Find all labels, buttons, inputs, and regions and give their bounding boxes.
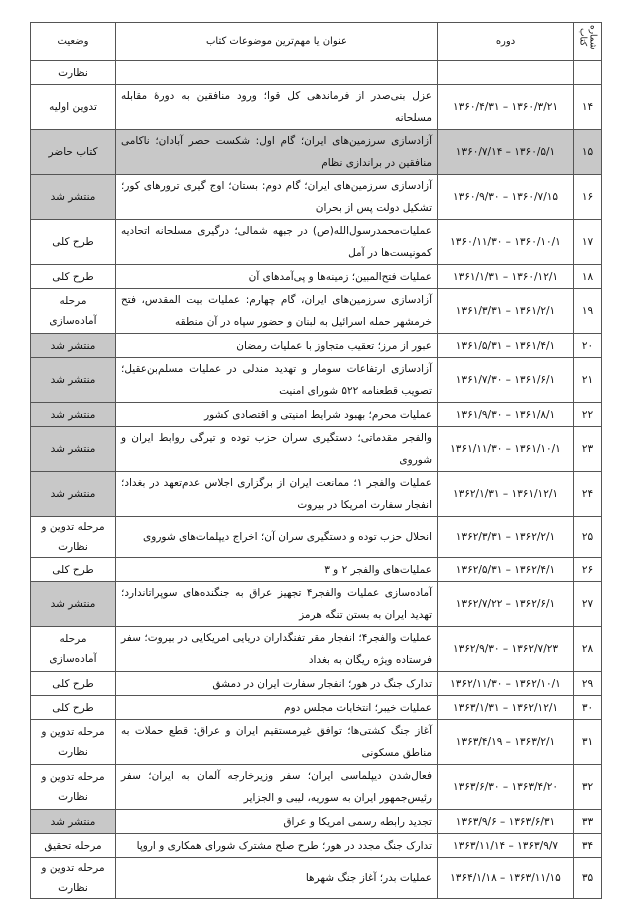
cell-period: ۱۳۶۳/۱۱/۱۴ – ۱۳۶۳/۹/۷ bbox=[438, 834, 574, 858]
cell-number: ۱۹ bbox=[574, 289, 602, 334]
table-row bbox=[31, 517, 602, 558]
cell-title: آزادسازی سرزمین‌های ایران؛ گام دوم: بستان؛ اوج گیری ترورهای کور؛ تشکیل دولت پس از بحران bbox=[116, 175, 438, 220]
cell-title: عملیات فتح‌المبین؛ زمینه‌ها و پی‌آمدهای آن bbox=[116, 265, 438, 289]
cell-title: عملیات محرم؛ بهبود شرایط امنیتی و اقتصادی کشور bbox=[116, 403, 438, 427]
cell-status: منتشر شد bbox=[31, 810, 116, 834]
cell-status: منتشر شد bbox=[31, 582, 116, 627]
table-row bbox=[31, 472, 602, 517]
cell-status: مرحله تدوین و نظارت bbox=[31, 720, 116, 765]
table-row bbox=[31, 358, 602, 403]
cell-status: مرحله آماده‌سازی bbox=[31, 289, 116, 334]
cell-status: طرح کلی bbox=[31, 672, 116, 696]
table-row bbox=[31, 582, 602, 627]
cell-number bbox=[574, 61, 602, 85]
cell-title: فعال‌شدن دیپلماسی ایران؛ سفر وزیرخارجه آلمان به ایران؛ سفر رئیس‌جمهور ایران به سوریه، لیبی و الجزایر bbox=[116, 765, 438, 810]
cell-number: ۲۹ bbox=[574, 672, 602, 696]
cell-status: منتشر شد bbox=[31, 472, 116, 517]
cell-period: ۱۳۶۲/۷/۲۲ – ۱۳۶۲/۶/۱ bbox=[438, 582, 574, 627]
cell-number: ۲۱ bbox=[574, 358, 602, 403]
table-row bbox=[31, 696, 602, 720]
cell-period: ۱۳۶۳/۴/۱۹ – ۱۳۶۳/۲/۱ bbox=[438, 720, 574, 765]
cell-number: ۳۴ bbox=[574, 834, 602, 858]
table-row bbox=[31, 834, 602, 858]
header-title: عنوان یا مهم‌ترین موضوعات کتاب bbox=[116, 23, 438, 61]
cell-title: عملیات والفجر ۱؛ ممانعت ایران از برگزاری اجلاس عدم‌تعهد در بغداد؛ انفجار سفارت امریکا در بیروت bbox=[116, 472, 438, 517]
cell-period: ۱۳۶۲/۳/۳۱ – ۱۳۶۲/۲/۱ bbox=[438, 517, 574, 558]
cell-number: ۳۰ bbox=[574, 696, 602, 720]
table-row bbox=[31, 810, 602, 834]
cell-title: عملیات والفجر۴؛ انفجار مقر تفنگداران دریایی امریکایی در بیروت؛ سفر فرستاده ویژه ریگان به بغداد bbox=[116, 627, 438, 672]
cell-status: طرح کلی bbox=[31, 558, 116, 582]
table-row bbox=[31, 334, 602, 358]
table-row bbox=[31, 427, 602, 472]
cell-title: تدارک جنگ مجدد در هور؛ طرح صلح مشترک شورای همکاری و اروپا bbox=[116, 834, 438, 858]
cell-title: عبور از مرز؛ تعقیب متجاوز با عملیات رمضان bbox=[116, 334, 438, 358]
cell-period: ۱۳۶۱/۵/۳۱ – ۱۳۶۱/۴/۱ bbox=[438, 334, 574, 358]
cell-title: تجدید رابطه رسمی امریکا و عراق bbox=[116, 810, 438, 834]
table-row bbox=[31, 765, 602, 810]
cell-period: ۱۳۶۲/۱۱/۳۰ – ۱۳۶۲/۱۰/۱ bbox=[438, 672, 574, 696]
cell-number: ۲۲ bbox=[574, 403, 602, 427]
cell-title: عملیات خیبر؛ انتخابات مجلس دوم bbox=[116, 696, 438, 720]
cell-status: منتشر شد bbox=[31, 358, 116, 403]
header-number-label: شماره کتاب bbox=[577, 24, 598, 50]
cell-status: منتشر شد bbox=[31, 175, 116, 220]
header-number bbox=[574, 23, 602, 61]
cell-status: منتشر شد bbox=[31, 334, 116, 358]
books-table bbox=[30, 22, 602, 899]
table-row bbox=[31, 289, 602, 334]
cell-period: ۱۳۶۱/۱۱/۳۰ – ۱۳۶۱/۱۰/۱ bbox=[438, 427, 574, 472]
cell-status: طرح کلی bbox=[31, 696, 116, 720]
cell-status: طرح کلی bbox=[31, 265, 116, 289]
cell-number: ۳۵ bbox=[574, 858, 602, 899]
cell-title: تدارک جنگ در هور؛ انفجار سفارت ایران در دمشق bbox=[116, 672, 438, 696]
table-row bbox=[31, 558, 602, 582]
cell-number: ۳۲ bbox=[574, 765, 602, 810]
cell-period: ۱۳۶۰/۹/۳۰ – ۱۳۶۰/۷/۱۵ bbox=[438, 175, 574, 220]
cell-period bbox=[438, 61, 574, 85]
cell-number: ۱۴ bbox=[574, 85, 602, 130]
header-status: وضعیت bbox=[31, 23, 116, 61]
cell-number: ۲۵ bbox=[574, 517, 602, 558]
cell-number: ۱۵ bbox=[574, 130, 602, 175]
continuation-row bbox=[31, 61, 602, 85]
cell-title: آماده‌سازی عملیات والفجر۴ تجهیز عراق به جنگنده‌های سوپراتاندارد؛ تهدید ایران به بستن تنگه هرمز bbox=[116, 582, 438, 627]
cell-status: مرحله آماده‌سازی bbox=[31, 627, 116, 672]
cell-title: عملیات بدر؛ آغاز جنگ شهرها bbox=[116, 858, 438, 899]
table-row bbox=[31, 672, 602, 696]
cell-title: عملیات‌های والفجر ۲ و ۳ bbox=[116, 558, 438, 582]
table-row bbox=[31, 720, 602, 765]
cell-title: انحلال حزب توده و دستگیری سران آن؛ اخراج دیپلمات‌های شوروی bbox=[116, 517, 438, 558]
cell-period: ۱۳۶۲/۱/۳۱ – ۱۳۶۱/۱۲/۱ bbox=[438, 472, 574, 517]
cell-period: ۱۳۶۳/۱/۳۱ – ۱۳۶۲/۱۲/۱ bbox=[438, 696, 574, 720]
cell-status: مرحله تحقیق bbox=[31, 834, 116, 858]
cell-status: نظارت bbox=[31, 61, 116, 85]
header-row bbox=[31, 23, 602, 61]
cell-title: آزادسازی سرزمین‌های ایران؛ گام اول: شکست حصر آبادان؛ ناکامی منافقین در براندازی نظام bbox=[116, 130, 438, 175]
table-row bbox=[31, 858, 602, 899]
cell-period: ۱۳۶۰/۷/۱۴ – ۱۳۶۰/۵/۱ bbox=[438, 130, 574, 175]
cell-title bbox=[116, 61, 438, 85]
cell-title: آزادسازی سرزمین‌های ایران، گام چهارم: عملیات بیت المقدس، فتح خرمشهر حمله اسرائیل به لبنان و حضور سپاه در آن منطقه bbox=[116, 289, 438, 334]
cell-status: منتشر شد bbox=[31, 427, 116, 472]
cell-period: ۱۳۶۰/۴/۳۱ – ۱۳۶۰/۳/۲۱ bbox=[438, 85, 574, 130]
cell-number: ۳۱ bbox=[574, 720, 602, 765]
cell-number: ۱۷ bbox=[574, 220, 602, 265]
cell-number: ۱۶ bbox=[574, 175, 602, 220]
cell-status: مرحله تدوین و نظارت bbox=[31, 517, 116, 558]
table-row bbox=[31, 265, 602, 289]
cell-number: ۲۰ bbox=[574, 334, 602, 358]
cell-number: ۳۳ bbox=[574, 810, 602, 834]
cell-period: ۱۳۶۲/۹/۳۰ – ۱۳۶۲/۷/۲۳ bbox=[438, 627, 574, 672]
cell-status: مرحله تدوین و نظارت bbox=[31, 858, 116, 899]
cell-period: ۱۳۶۱/۳/۳۱ – ۱۳۶۱/۲/۱ bbox=[438, 289, 574, 334]
cell-number: ۲۳ bbox=[574, 427, 602, 472]
table-row bbox=[31, 175, 602, 220]
cell-period: ۱۳۶۳/۹/۶ – ۱۳۶۳/۶/۳۱ bbox=[438, 810, 574, 834]
cell-number: ۲۸ bbox=[574, 627, 602, 672]
cell-status: منتشر شد bbox=[31, 403, 116, 427]
cell-period: ۱۳۶۱/۱/۳۱ – ۱۳۶۰/۱۲/۱ bbox=[438, 265, 574, 289]
table-row bbox=[31, 130, 602, 175]
cell-number: ۲۷ bbox=[574, 582, 602, 627]
cell-period: ۱۳۶۱/۹/۳۰ – ۱۳۶۱/۸/۱ bbox=[438, 403, 574, 427]
table-row bbox=[31, 85, 602, 130]
cell-period: ۱۳۶۴/۱/۱۸ – ۱۳۶۳/۱۱/۱۵ bbox=[438, 858, 574, 899]
cell-period: ۱۳۶۳/۶/۳۰ – ۱۳۶۳/۴/۲۰ bbox=[438, 765, 574, 810]
table-row bbox=[31, 403, 602, 427]
table-row bbox=[31, 220, 602, 265]
cell-status: مرحله تدوین و نظارت bbox=[31, 765, 116, 810]
table-row bbox=[31, 627, 602, 672]
cell-period: ۱۳۶۲/۵/۳۱ – ۱۳۶۲/۴/۱ bbox=[438, 558, 574, 582]
cell-number: ۲۴ bbox=[574, 472, 602, 517]
cell-title: والفجر مقدماتی؛ دستگیری سران حزب توده و تیرگی روابط ایران و شوروی bbox=[116, 427, 438, 472]
cell-number: ۲۶ bbox=[574, 558, 602, 582]
header-period: دوره bbox=[438, 23, 574, 61]
cell-number: ۱۸ bbox=[574, 265, 602, 289]
cell-status: طرح کلی bbox=[31, 220, 116, 265]
cell-period: ۱۳۶۰/۱۱/۳۰ – ۱۳۶۰/۱۰/۱ bbox=[438, 220, 574, 265]
cell-period: ۱۳۶۱/۷/۳۰ – ۱۳۶۱/۶/۱ bbox=[438, 358, 574, 403]
cell-title: عزل بنی‌صدر از فرماندهی کل قوا؛ ورود منافقین به دورهٔ مقابله مسلحانه bbox=[116, 85, 438, 130]
cell-title: عملیات‌محمدرسول‌الله(ص) در جبهه شمالی؛ درگیری مسلحانه اتحادیه کمونیست‌ها در آمل bbox=[116, 220, 438, 265]
cell-status: تدوین اولیه bbox=[31, 85, 116, 130]
cell-status: کتاب حاضر bbox=[31, 130, 116, 175]
cell-title: آزادسازی ارتفاعات سومار و تهدید مندلی در عملیات مسلم‌بن‌عقیل؛ تصویب قطعنامه ۵۲۲ شورای امنیت bbox=[116, 358, 438, 403]
cell-title: آغاز جنگ کشتی‌ها؛ توافق غیرمستقیم ایران و عراق: قطع حملات به مناطق مسکونی bbox=[116, 720, 438, 765]
